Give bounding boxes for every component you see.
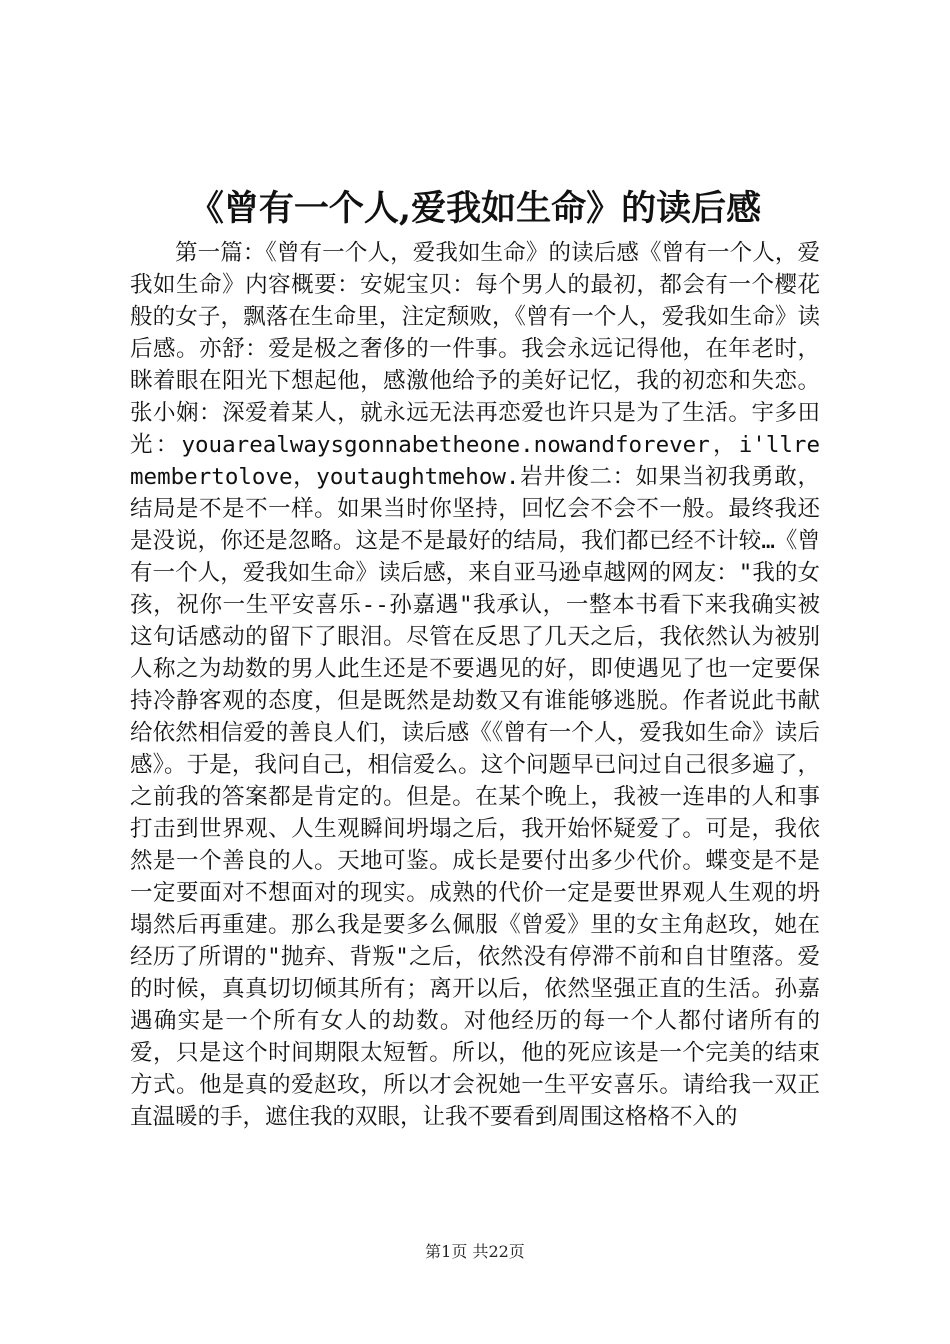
document-body-paragraph: 第一篇：《曾有一个人，爱我如生命》的读后感《曾有一个人，爱我如生命》内容概要：安妮宝贝：每个男人的最初，都会有一个樱花般的女子，飘落在生命里，注定颓败，《曾有一个人，爱我如生命》读后感。亦舒：爱是极之奢侈的一件事。我会永远记得他，在年老时，眯着眼在阳光下想起他，感激他给予的美好记忆，我的初恋和失恋。张小娴：深爱着某人，就永远无法再恋爱也许只是为了生活。宇多田光：youarealwaysgonnabetheone.nowandforever，i'llremembertolove，youtaughtmehow.岩井俊二：如果当初我勇敢，结局是不是不一样。如果当时你坚持，回忆会不会不一般。最终我还是没说，你还是忽略。这是不是最好的结局，我们都已经不计较…《曾有一个人，爱我如生命》读后感，来自亚马逊卓越网的网友："我的女孩，祝你一生平安喜乐--孙嘉遇"我承认，一整本书看下来我确实被这句话感动的留下了眼泪。尽管在反思了几天之后，我依然认为被别人称之为劫数的男人此生还是不要遇见的好，即使遇见了也一定要保持冷静客观的态度，但是既然是劫数又有谁能够逃脱。作者说此书献给依然相信爱的善良人们，读后感《《曾有一个人，爱我如生命》读后感》。于是，我问自己，相信爱么。这个问题早已问过自己很多遍了，之前我的答案都是肯定的。但是。在某个晚上，我被一连串的人和事打击到世界观、人生观瞬间坍塌之后，我开始怀疑爱了。可是，我依然是一个善良的人。天地可鉴。成长是要付出多少代价。蝶变是不是一定要面对不想面对的现实。成熟的代价一定是要世界观人生观的坍塌然后再重建。那么我是要多么佩服《曾爱》里的女主角赵玫，她在经历了所谓的"抛弃、背叛"之后，依然没有停滞不前和自甘堕落。爱的时候，真真切切倾其所有；离开以后，依然坚强正直的生活。孙嘉遇确实是一个所有女人的劫数。对他经历的每一个人都付诸所有的爱，只是这个时间期限太短暂。所以，他的死应该是一个完美的结束方式。他是真的爱赵玫，所以才会祝她一生平安喜乐。请给我一双正直温暖的手，遮住我的双眼，让我不要看到周围这格格不入的 — [130, 240, 820, 1130]
page-footer: 第1页 共22页 — [425, 1242, 525, 1261]
document-title: 《曾有一个人,爱我如生命》的读后感 — [188, 188, 762, 229]
